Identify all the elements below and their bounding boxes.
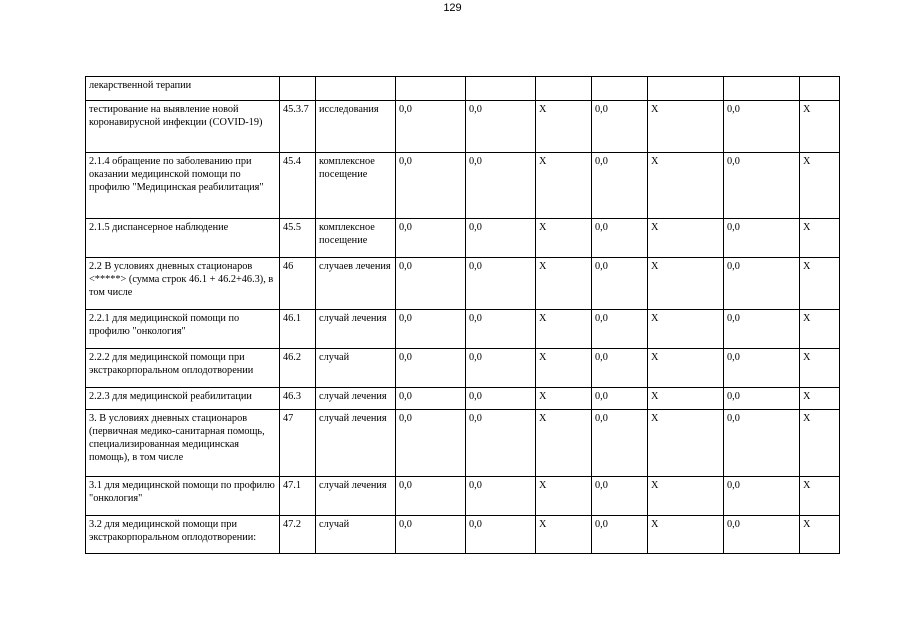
cell-value-1: 0,0 <box>396 477 466 516</box>
cell-value-4: 0,0 <box>724 153 800 219</box>
cell-unit: случай лечения <box>316 410 396 477</box>
cell-row-label: 2.1.4 обращение по заболеванию при оказании медицинской помощи по профилю "Медицинская реабилитация" <box>86 153 280 219</box>
table-row <box>86 77 840 101</box>
cell-row-code: 45.5 <box>280 219 316 258</box>
cell-mark-3: X <box>800 410 840 477</box>
cell-value-3: 0,0 <box>592 101 648 153</box>
cell-value-2 <box>466 77 536 101</box>
cell-unit: исследования <box>316 101 396 153</box>
cell-value-3: 0,0 <box>592 516 648 554</box>
cell-value-1: 0,0 <box>396 388 466 410</box>
cell-mark-1: X <box>536 477 592 516</box>
cell-value-3: 0,0 <box>592 349 648 388</box>
cell-row-label: 2.2 В условиях дневных стационаров <*****> (сумма строк 46.1 + 46.2+46.3), в том числе <box>86 258 280 310</box>
cell-mark-2 <box>648 77 724 101</box>
table-row <box>86 516 840 554</box>
cell-mark-1: X <box>536 516 592 554</box>
cell-row-code: 46 <box>280 258 316 310</box>
cell-mark-2: X <box>648 258 724 310</box>
cell-unit <box>316 77 396 101</box>
cell-mark-2: X <box>648 349 724 388</box>
cell-mark-1: X <box>536 101 592 153</box>
cell-value-2: 0,0 <box>466 219 536 258</box>
cell-unit: комплексное посещение <box>316 153 396 219</box>
cell-mark-2: X <box>648 219 724 258</box>
cell-value-4: 0,0 <box>724 388 800 410</box>
page-number: 129 <box>443 2 462 14</box>
cell-row-label: 2.2.1 для медицинской помощи по профилю "онкология" <box>86 310 280 349</box>
cell-value-4: 0,0 <box>724 516 800 554</box>
cell-unit: случай <box>316 516 396 554</box>
cell-value-2: 0,0 <box>466 516 536 554</box>
cell-value-2: 0,0 <box>466 349 536 388</box>
data-table <box>85 76 840 554</box>
cell-mark-1: X <box>536 349 592 388</box>
cell-mark-3: X <box>800 310 840 349</box>
cell-row-code: 46.2 <box>280 349 316 388</box>
cell-mark-3: X <box>800 516 840 554</box>
cell-unit: случай лечения <box>316 310 396 349</box>
cell-value-4: 0,0 <box>724 219 800 258</box>
cell-value-3: 0,0 <box>592 153 648 219</box>
cell-unit: случаев лечения <box>316 258 396 310</box>
cell-value-3: 0,0 <box>592 219 648 258</box>
cell-mark-2: X <box>648 101 724 153</box>
cell-row-code: 47.2 <box>280 516 316 554</box>
cell-mark-1: X <box>536 219 592 258</box>
cell-mark-3: X <box>800 258 840 310</box>
table-row <box>86 310 840 349</box>
cell-unit: случай лечения <box>316 388 396 410</box>
cell-value-3: 0,0 <box>592 310 648 349</box>
cell-row-code: 46.3 <box>280 388 316 410</box>
cell-value-3 <box>592 77 648 101</box>
table-row <box>86 153 840 219</box>
cell-value-3: 0,0 <box>592 388 648 410</box>
cell-value-4: 0,0 <box>724 310 800 349</box>
cell-unit: случай <box>316 349 396 388</box>
cell-mark-1: X <box>536 410 592 477</box>
cell-row-code <box>280 77 316 101</box>
cell-row-label: 3.1 для медицинской помощи по профилю "онкология" <box>86 477 280 516</box>
cell-row-label: 2.2.3 для медицинской реабилитации <box>86 388 280 410</box>
cell-mark-2: X <box>648 310 724 349</box>
cell-mark-2: X <box>648 153 724 219</box>
cell-value-3: 0,0 <box>592 410 648 477</box>
cell-value-1: 0,0 <box>396 219 466 258</box>
cell-mark-1: X <box>536 310 592 349</box>
cell-value-1 <box>396 77 466 101</box>
cell-value-2: 0,0 <box>466 101 536 153</box>
cell-value-1: 0,0 <box>396 101 466 153</box>
cell-row-code: 45.4 <box>280 153 316 219</box>
cell-row-code: 47.1 <box>280 477 316 516</box>
table-row <box>86 349 840 388</box>
cell-mark-1: X <box>536 153 592 219</box>
cell-row-label: 3. В условиях дневных стационаров (первичная медико-санитарная помощь, специализированная медицинская помощь), в том числе <box>86 410 280 477</box>
cell-mark-3: X <box>800 477 840 516</box>
cell-value-4: 0,0 <box>724 410 800 477</box>
cell-row-code: 47 <box>280 410 316 477</box>
cell-value-4: 0,0 <box>724 101 800 153</box>
cell-value-3: 0,0 <box>592 258 648 310</box>
table-row <box>86 477 840 516</box>
table-row <box>86 219 840 258</box>
table-row <box>86 410 840 477</box>
cell-value-4: 0,0 <box>724 258 800 310</box>
cell-unit: случай лечения <box>316 477 396 516</box>
cell-mark-3: X <box>800 349 840 388</box>
cell-mark-3: X <box>800 219 840 258</box>
cell-value-1: 0,0 <box>396 153 466 219</box>
cell-row-label: 2.1.5 диспансерное наблюдение <box>86 219 280 258</box>
cell-value-1: 0,0 <box>396 516 466 554</box>
cell-row-label: тестирование на выявление новой коронавирусной инфекции (COVID-19) <box>86 101 280 153</box>
cell-mark-1 <box>536 77 592 101</box>
table-body <box>86 77 840 554</box>
cell-mark-2: X <box>648 388 724 410</box>
cell-mark-1: X <box>536 258 592 310</box>
cell-value-1: 0,0 <box>396 410 466 477</box>
cell-value-2: 0,0 <box>466 477 536 516</box>
cell-value-4: 0,0 <box>724 349 800 388</box>
cell-mark-1: X <box>536 388 592 410</box>
cell-value-1: 0,0 <box>396 349 466 388</box>
cell-value-2: 0,0 <box>466 388 536 410</box>
cell-mark-3: X <box>800 153 840 219</box>
cell-row-label: лекарственной терапии <box>86 77 280 101</box>
cell-row-code: 45.3.7 <box>280 101 316 153</box>
table-row <box>86 258 840 310</box>
cell-value-4 <box>724 77 800 101</box>
table-row <box>86 388 840 410</box>
cell-mark-3 <box>800 77 840 101</box>
cell-mark-3: X <box>800 101 840 153</box>
cell-value-2: 0,0 <box>466 258 536 310</box>
cell-mark-2: X <box>648 410 724 477</box>
cell-row-label: 2.2.2 для медицинской помощи при экстракорпоральном оплодотворении <box>86 349 280 388</box>
cell-value-3: 0,0 <box>592 477 648 516</box>
cell-value-2: 0,0 <box>466 310 536 349</box>
cell-value-4: 0,0 <box>724 477 800 516</box>
table-row <box>86 101 840 153</box>
cell-value-1: 0,0 <box>396 258 466 310</box>
cell-value-2: 0,0 <box>466 410 536 477</box>
cell-value-1: 0,0 <box>396 310 466 349</box>
cell-value-2: 0,0 <box>466 153 536 219</box>
cell-unit: комплексное посещение <box>316 219 396 258</box>
cell-mark-2: X <box>648 477 724 516</box>
cell-mark-3: X <box>800 388 840 410</box>
cell-row-code: 46.1 <box>280 310 316 349</box>
cell-row-label: 3.2 для медицинской помощи при экстракорпоральном оплодотворении: <box>86 516 280 554</box>
cell-mark-2: X <box>648 516 724 554</box>
